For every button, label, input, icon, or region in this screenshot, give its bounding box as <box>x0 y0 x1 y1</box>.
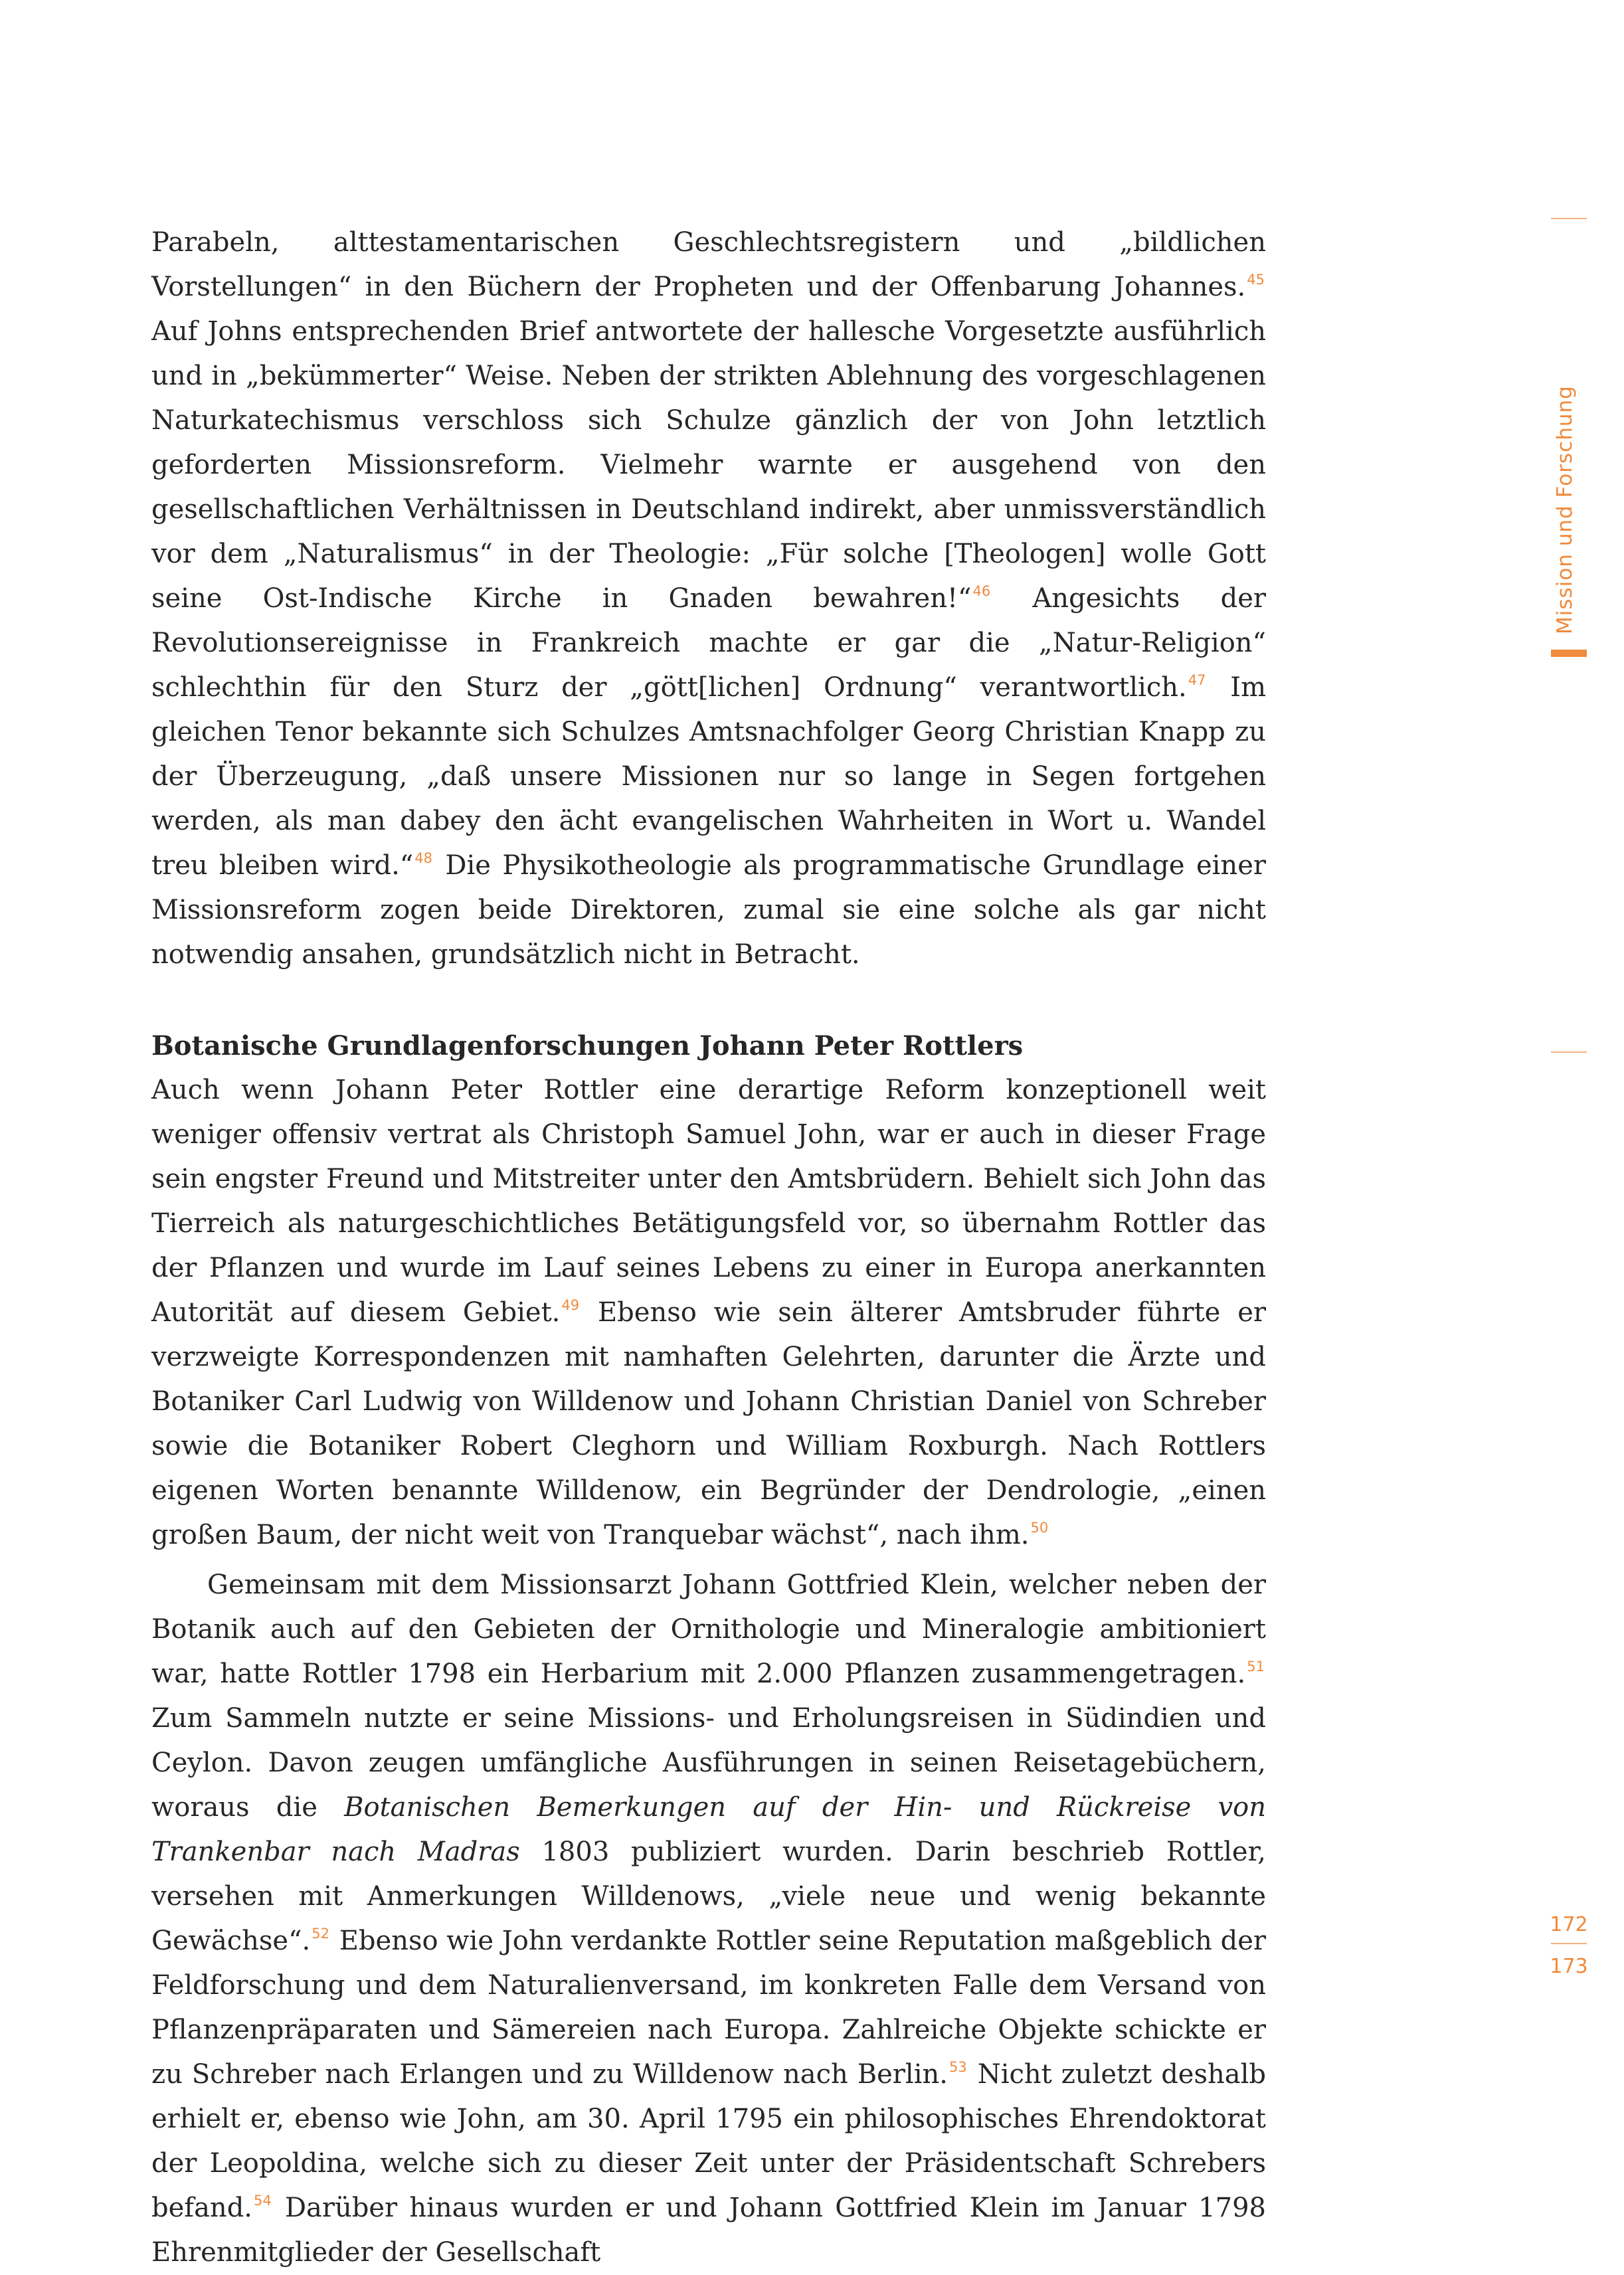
margin-rule-middle <box>1551 1051 1587 1053</box>
footnote-ref-45[interactable]: 45 <box>1247 272 1265 288</box>
paragraph-text: Angesichts der Revolutionsereignisse in Frankreich machte er gar die „Natur-Religion“ schlechthin für den Sturz der „gött[lichen] Ordnung“ verantwortlich. <box>151 583 1267 703</box>
paragraph-text: Auf Johns entsprechenden Brief antwortete der hallesche Vorgesetzte ausführlich und in „bekümmerter“ Weise. Neben der strikten Ablehnung des vorgeschlagenen Naturkatechismus verschloss sich Schulze gänzlich der von John letztlich geforderten Missionsreform. Vielmehr warnte er ausgehend von den gesellschaftlichen Verhältnissen in Deutschland indirekt, aber unmissverständlich vor dem „Naturalismus“ in der Theologie: „Für solche [Theologen] wolle Gott seine Ost-Indische Kirche in Gnaden bewahren!“ <box>151 316 1266 614</box>
paragraph-text: Darüber hinaus wurden er und Johann Gottfried Klein im Januar 1798 Ehrenmitglieder der Gesellschaft <box>151 2193 1266 2268</box>
paragraph-3 <box>151 1563 1266 2275</box>
paragraph-text: Nicht zuletzt deshalb erhielt er, ebenso wie John, am 30. April 1795 ein philosophisches Ehrendoktorat der Leopoldina, welche sich zu dieser Zeit unter der Präsidentschaft Schrebers befand. <box>151 2059 1267 2223</box>
footnote-ref-46[interactable]: 46 <box>972 583 991 599</box>
footnote-ref-54[interactable]: 54 <box>254 2193 272 2209</box>
paragraph-1 <box>151 221 1266 977</box>
paragraph-text: Ebenso wie John verdankte Rottler seine Reputation maßgeblich der Feldforschung und dem Naturalienversand, im konkreten Falle dem Versand von Pflanzenpräparaten und Sämereien nach Europa. Zahlreiche Objekte schickte er zu Schreber nach Erlangen und zu Willdenow nach Berlin. <box>151 1926 1266 2090</box>
page-number-right: 173 <box>1550 1955 1588 1978</box>
page-number-divider <box>1551 1943 1587 1944</box>
section-side-label: Mission und Forschung <box>1553 385 1577 634</box>
footnote-ref-53[interactable]: 53 <box>949 2059 967 2075</box>
paragraph-text: Die Physikotheologie als programmatische Grundlage einer Missionsreform zogen beide Direktoren, zumal sie eine solche als gar nicht notwendig ansahen, grundsätzlich nicht in Betracht. <box>151 850 1266 970</box>
footnote-ref-48[interactable]: 48 <box>414 850 432 866</box>
main-text-column <box>151 221 1266 2275</box>
paragraph-text: Gemeinsam mit dem Missionsarzt Johann Gottfried Klein, welcher neben der Botanik auch auf den Gebieten der Ornithologie und Mineralogie ambitioniert war, hatte Rottler 1798 ein Herbarium mit 2.000 Pflanzen zusammengetragen. <box>151 1570 1266 1689</box>
paragraph-text: Parabeln, alttestamentarischen Geschlechtsregistern und „bildlichen Vorstellungen“ in den Büchern der Propheten und der Offenbarung Johannes. <box>151 227 1266 302</box>
paragraph-text: Zum Sammeln nutzte er seine Missions- und Erholungsreisen in Südindien und Ceylon. Davon zeugen umfängliche Ausführungen in seinen Reisetagebüchern, woraus die <box>151 1703 1266 1823</box>
paragraph-2 <box>151 1068 1266 1558</box>
footnote-ref-47[interactable]: 47 <box>1188 672 1206 688</box>
section-marker <box>1551 650 1587 657</box>
paragraph-text: Ebenso wie sein älterer Amtsbruder führte er verzweigte Korrespondenzen mit namhaften Gelehrten, darunter die Ärzte und Botaniker Carl Ludwig von Willdenow und Johann Christian Daniel von Schreber sowie die Botaniker Robert Cleghorn und William Roxburgh. Nach Rottlers eigenen Worten benannte Willdenow, ein Begründer der Dendrologie, „einen großen Baum, der nicht weit von Tranquebar wächst“, nach ihm. <box>151 1297 1266 1550</box>
paragraph-text: Auch wenn Johann Peter Rottler eine derartige Reform konzeptionell weit weniger offensiv vertrat als Christoph Samuel John, war er auch in dieser Frage sein engster Freund und Mitstreiter unter den Amtsbrüdern. Behielt sich John das Tierreich als naturgeschichtliches Betätigungsfeld vor, so übernahm Rottler das der Pflanzen und wurde im Lauf seines Lebens zu einer in Europa anerkannten Autorität auf diesem Gebiet. <box>151 1075 1266 1328</box>
footnote-ref-52[interactable]: 52 <box>312 1926 329 1942</box>
section-heading: Botanische Grundlagenforschungen Johann Peter Rottlers <box>151 1030 1024 1061</box>
footnote-ref-51[interactable]: 51 <box>1247 1659 1265 1675</box>
paragraph-text: Im gleichen Tenor bekannte sich Schulzes Amtsnachfolger Georg Christian Knapp zu der Überzeugung, „daß unsere Missionen nur so lange in Segen fortgehen werden, als man dabey den ächt evangelischen Wahrheiten in Wort u. Wandel treu bleiben wird.“ <box>151 672 1266 881</box>
footnote-ref-49[interactable]: 49 <box>561 1297 580 1313</box>
margin-rule-top <box>1551 218 1587 219</box>
book-title: Botanischen Bemerkungen auf der Hin- und Rückreise von Trankenbar nach Madras <box>151 1792 1267 1867</box>
paragraph-text: 1803 publiziert wurden. Darin beschrieb Rottler, versehen mit Anmerkungen Willdenows, „viele neue und wenig bekannte Gewächse“. <box>151 1837 1267 1956</box>
page-number-left: 172 <box>1550 1913 1588 1936</box>
footnote-ref-50[interactable]: 50 <box>1030 1520 1049 1536</box>
